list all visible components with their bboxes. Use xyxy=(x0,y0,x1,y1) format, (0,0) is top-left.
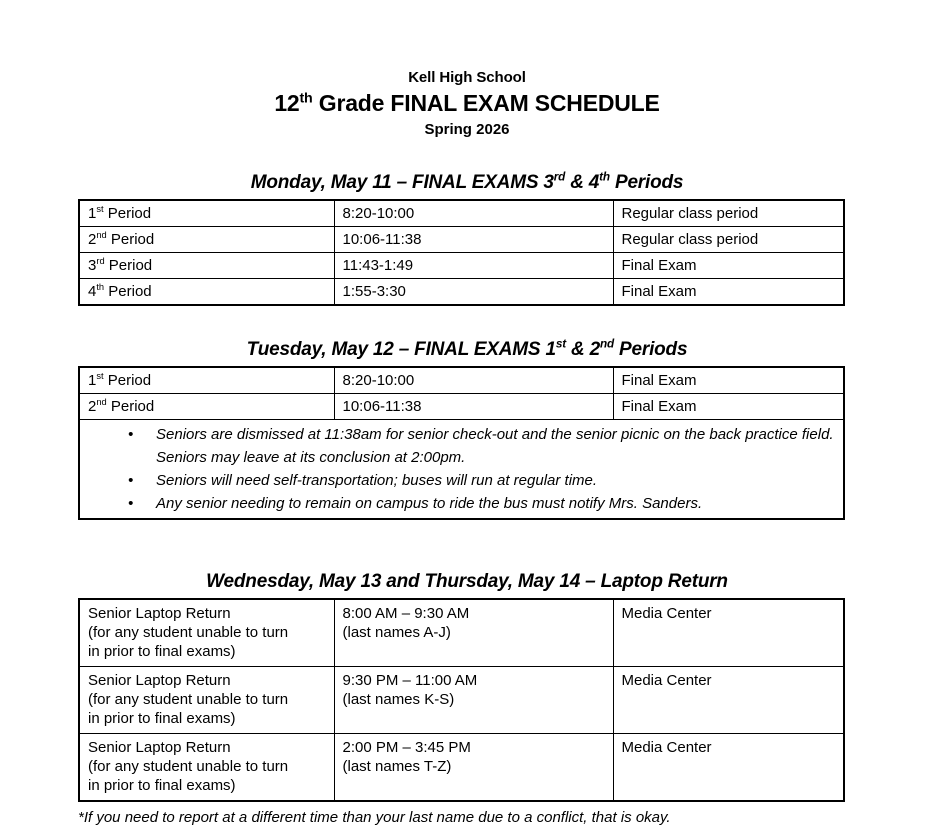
period-label: Period xyxy=(106,231,155,248)
bullet-icon: • xyxy=(128,495,134,512)
laptop-return-names: (last names K-S) xyxy=(342,691,455,708)
laptop-return-note-line1: (for any student unable to turn xyxy=(88,624,289,641)
period-cell xyxy=(79,279,334,306)
laptop-return-location-cell: Media Center xyxy=(613,667,844,734)
section-heading-tuesday xyxy=(78,338,856,362)
title-grade-number: 12 xyxy=(274,90,300,116)
monday-heading-prefix: Monday, May 11 – FINAL EXAMS 3 xyxy=(250,172,554,193)
period-number: 1 xyxy=(88,372,97,389)
period-ordinal: st xyxy=(96,204,104,214)
table-row xyxy=(79,667,844,734)
period-label: Period xyxy=(103,372,152,389)
laptop-return-names: (last names T-Z) xyxy=(342,758,452,775)
period-cell xyxy=(79,227,334,253)
period-number: 2 xyxy=(88,231,97,248)
activity-cell: Final Exam xyxy=(613,253,844,279)
monday-heading-sup2: th xyxy=(599,170,610,184)
bullet-icon: • xyxy=(128,426,134,443)
laptop-return-names: (last names A-J) xyxy=(342,624,451,641)
senior-notes-list xyxy=(88,423,843,515)
note-text: Seniors will need self-transportation; buses will run at regular time. xyxy=(156,472,598,489)
time-cell: 8:20-10:00 xyxy=(334,367,613,394)
time-cell: 11:43-1:49 xyxy=(334,253,613,279)
note-text: Seniors are dismissed at 11:38am for senior check-out and the senior picnic on the back practice field. Seniors may leave at its conclusion at 2:00pm. xyxy=(156,426,834,466)
table-row xyxy=(79,200,844,227)
period-cell xyxy=(79,200,334,227)
period-ordinal: rd xyxy=(96,256,105,266)
laptop-return-time-cell xyxy=(334,667,613,734)
bullet-icon: • xyxy=(128,472,134,489)
school-name: Kell High School xyxy=(408,69,526,86)
laptop-return-time: 8:00 AM – 9:30 AM xyxy=(342,605,470,622)
table-row xyxy=(79,279,844,306)
period-ordinal: st xyxy=(96,371,104,381)
laptop-return-time: 2:00 PM – 3:45 PM xyxy=(342,739,471,756)
document-term: Spring 2026 xyxy=(424,121,510,138)
table-row xyxy=(79,599,844,667)
table-row xyxy=(79,367,844,394)
period-ordinal: nd xyxy=(96,230,107,240)
footnote: *If you need to report at a different time than your last name due to a conflict, that is okay. xyxy=(78,809,671,826)
monday-heading-suffix: Periods xyxy=(609,172,684,193)
laptop-return-description-cell xyxy=(79,734,334,802)
laptop-return-note-line2: in prior to final exams) xyxy=(88,777,236,794)
table-row xyxy=(79,253,844,279)
laptop-return-time: 9:30 PM – 11:00 AM xyxy=(342,672,478,689)
table-row xyxy=(79,394,844,420)
period-label: Period xyxy=(104,283,152,300)
tuesday-heading-prefix: Tuesday, May 12 – FINAL EXAMS 1 xyxy=(246,339,556,360)
period-ordinal: th xyxy=(96,282,105,292)
activity-cell: Regular class period xyxy=(613,200,844,227)
period-ordinal: nd xyxy=(96,397,107,407)
period-number: 3 xyxy=(88,257,97,274)
laptop-return-table xyxy=(78,598,845,802)
time-cell: 8:20-10:00 xyxy=(334,200,613,227)
period-label: Period xyxy=(103,205,152,222)
activity-cell: Final Exam xyxy=(613,279,844,306)
senior-notes-cell xyxy=(79,420,844,520)
laptop-return-time-cell xyxy=(334,599,613,667)
document-header xyxy=(78,0,856,140)
laptop-return-note-line1: (for any student unable to turn xyxy=(88,691,289,708)
table-row xyxy=(79,734,844,802)
tuesday-schedule-table xyxy=(78,366,845,520)
list-item xyxy=(88,423,843,469)
period-label: Period xyxy=(104,257,153,274)
monday-heading-middle: & 4 xyxy=(565,172,600,193)
period-cell xyxy=(79,253,334,279)
section-heading-monday xyxy=(78,171,856,195)
laptop-return-title: Senior Laptop Return xyxy=(88,739,231,756)
title-main-text: Grade FINAL EXAM SCHEDULE xyxy=(318,90,660,116)
laptop-return-time-cell xyxy=(334,734,613,802)
activity-cell: Final Exam xyxy=(613,394,844,420)
note-text: Any senior needing to remain on campus to ride the bus must notify Mrs. Sanders. xyxy=(156,495,703,512)
time-cell: 10:06-11:38 xyxy=(334,394,613,420)
activity-cell: Regular class period xyxy=(613,227,844,253)
period-cell xyxy=(79,367,334,394)
laptop-return-note-line2: in prior to final exams) xyxy=(88,643,236,660)
tuesday-heading-middle: & 2 xyxy=(565,339,600,360)
laptop-return-description-cell xyxy=(79,599,334,667)
monday-schedule-table xyxy=(78,199,845,306)
period-number: 1 xyxy=(88,205,97,222)
tuesday-heading-sup1: st xyxy=(555,337,566,351)
table-row-notes xyxy=(79,420,844,520)
time-cell: 1:55-3:30 xyxy=(334,279,613,306)
laptop-return-title: Senior Laptop Return xyxy=(88,672,231,689)
time-cell: 10:06-11:38 xyxy=(334,227,613,253)
laptop-return-location-cell: Media Center xyxy=(613,734,844,802)
laptop-return-note-line2: in prior to final exams) xyxy=(88,710,236,727)
period-number: 4 xyxy=(88,283,97,300)
period-number: 2 xyxy=(88,398,97,415)
table-row xyxy=(79,227,844,253)
laptop-return-description-cell xyxy=(79,667,334,734)
activity-cell: Final Exam xyxy=(613,367,844,394)
page-title xyxy=(78,89,856,118)
period-cell xyxy=(79,394,334,420)
tuesday-heading-suffix: Periods xyxy=(613,339,688,360)
tuesday-heading-sup2: nd xyxy=(599,337,614,351)
list-item xyxy=(88,469,843,492)
section-heading-wednesday-thursday: Wednesday, May 13 and Thursday, May 14 – Laptop Return xyxy=(206,571,728,592)
period-label: Period xyxy=(106,398,155,415)
list-item xyxy=(88,492,843,515)
monday-heading-sup1: rd xyxy=(553,170,566,184)
laptop-return-title: Senior Laptop Return xyxy=(88,605,231,622)
laptop-return-note-line1: (for any student unable to turn xyxy=(88,758,289,775)
title-grade-ordinal: th xyxy=(299,90,313,107)
laptop-return-location-cell: Media Center xyxy=(613,599,844,667)
